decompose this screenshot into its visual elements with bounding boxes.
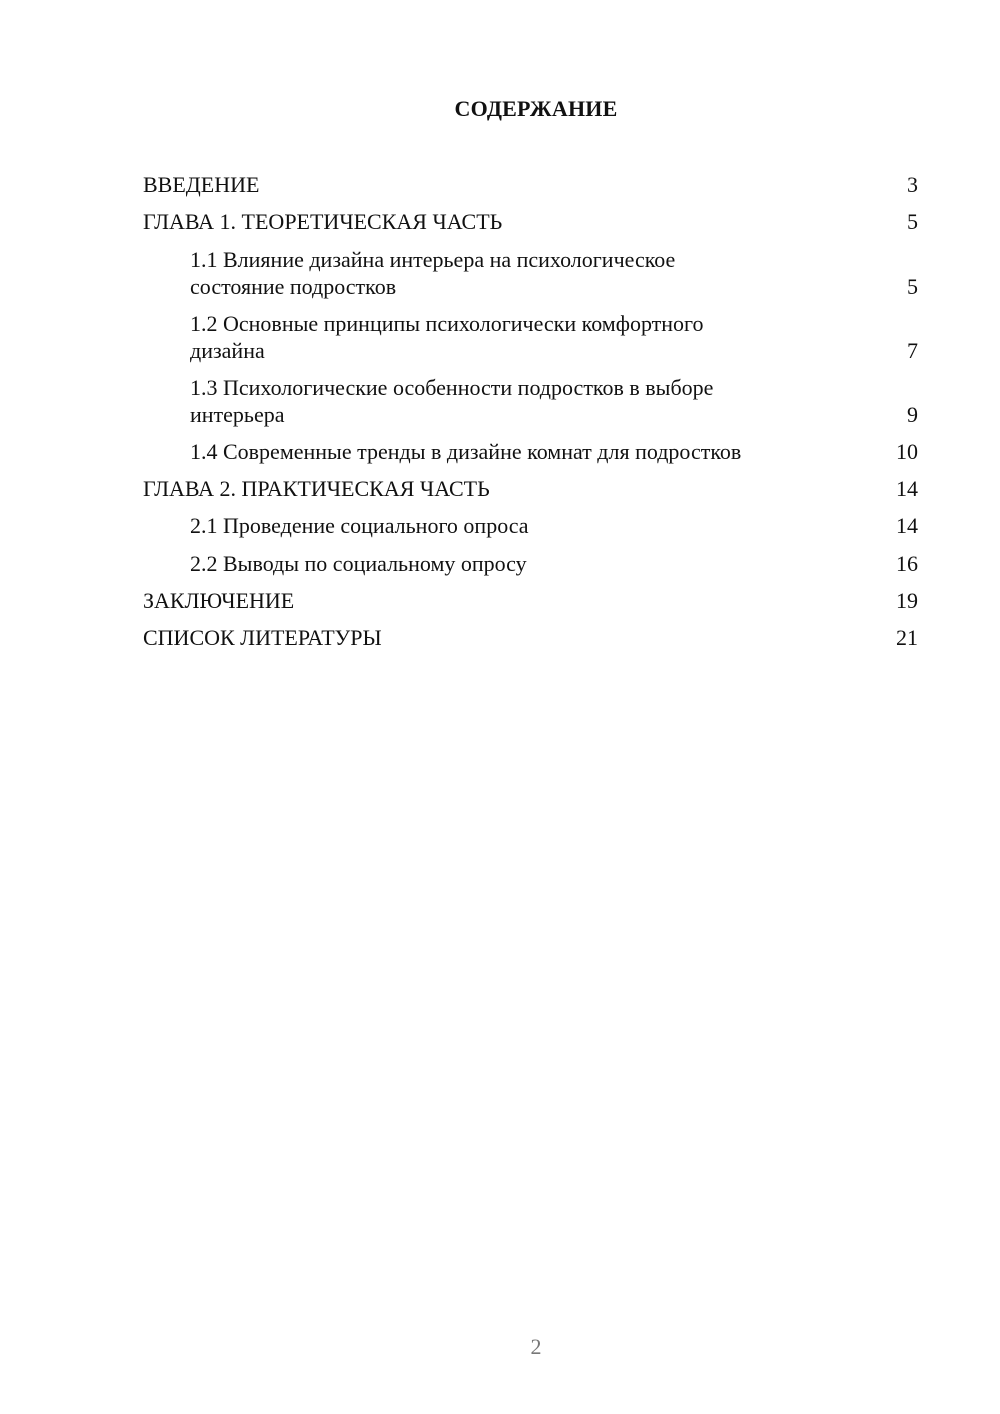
toc-entry-section-2-1[interactable]	[190, 512, 918, 539]
page-title: СОДЕРЖАНИЕ	[454, 96, 618, 121]
toc-entry-page-number: 21	[896, 625, 918, 650]
toc-entry-page-number: 14	[896, 513, 918, 538]
toc-entry-label: 1.4 Современные тренды в дизайне комнат для подростков	[190, 439, 742, 464]
toc-entry-label: 1.2 Основные принципы психологически комфортного дизайна	[190, 311, 704, 363]
toc-entry-label: 2.1 Проведение социального опроса	[190, 513, 529, 538]
toc-entry-section-1-4[interactable]	[190, 438, 918, 465]
toc-entry-chapter-2[interactable]	[143, 475, 918, 502]
toc-entry-label: ГЛАВА 2. ПРАКТИЧЕСКАЯ ЧАСТЬ	[143, 476, 490, 501]
toc-entry-page-number: 3	[907, 172, 918, 197]
toc-entry-page-number: 5	[907, 274, 918, 299]
toc-entry-page-number: 5	[907, 209, 918, 234]
toc-entry-section-1-2[interactable]	[190, 310, 918, 364]
toc-entry-page-number: 7	[907, 338, 918, 363]
toc-entry-page-number: 10	[896, 439, 918, 464]
toc-entry-references[interactable]	[143, 624, 918, 651]
toc-entry-label: 2.2 Выводы по социальному опросу	[190, 551, 527, 576]
toc-entry-page-number: 19	[896, 588, 918, 613]
page-number-footer: 2	[530, 1334, 542, 1359]
toc-entry-label: ВВЕДЕНИЕ	[143, 172, 260, 197]
toc-entry-section-1-3[interactable]	[190, 374, 918, 428]
toc-entry-introduction[interactable]	[143, 171, 918, 198]
toc-entry-section-2-2[interactable]	[190, 550, 918, 577]
toc-entry-label: СПИСОК ЛИТЕРАТУРЫ	[143, 625, 382, 650]
toc-entry-label: ГЛАВА 1. ТЕОРЕТИЧЕСКАЯ ЧАСТЬ	[143, 209, 503, 234]
toc-entry-label: 1.3 Психологические особенности подростков в выборе интерьера	[190, 375, 714, 427]
toc-entry-label: ЗАКЛЮЧЕНИЕ	[143, 588, 295, 613]
toc-entry-chapter-1[interactable]	[143, 208, 918, 235]
toc-entry-conclusion[interactable]	[143, 587, 918, 614]
toc-entry-label: 1.1 Влияние дизайна интерьера на психологическое состояние подростков	[190, 247, 676, 299]
toc-entry-page-number: 9	[907, 402, 918, 427]
toc-entry-page-number: 14	[896, 476, 918, 501]
toc-entry-section-1-1[interactable]	[190, 246, 918, 300]
toc-entry-page-number: 16	[896, 551, 918, 576]
